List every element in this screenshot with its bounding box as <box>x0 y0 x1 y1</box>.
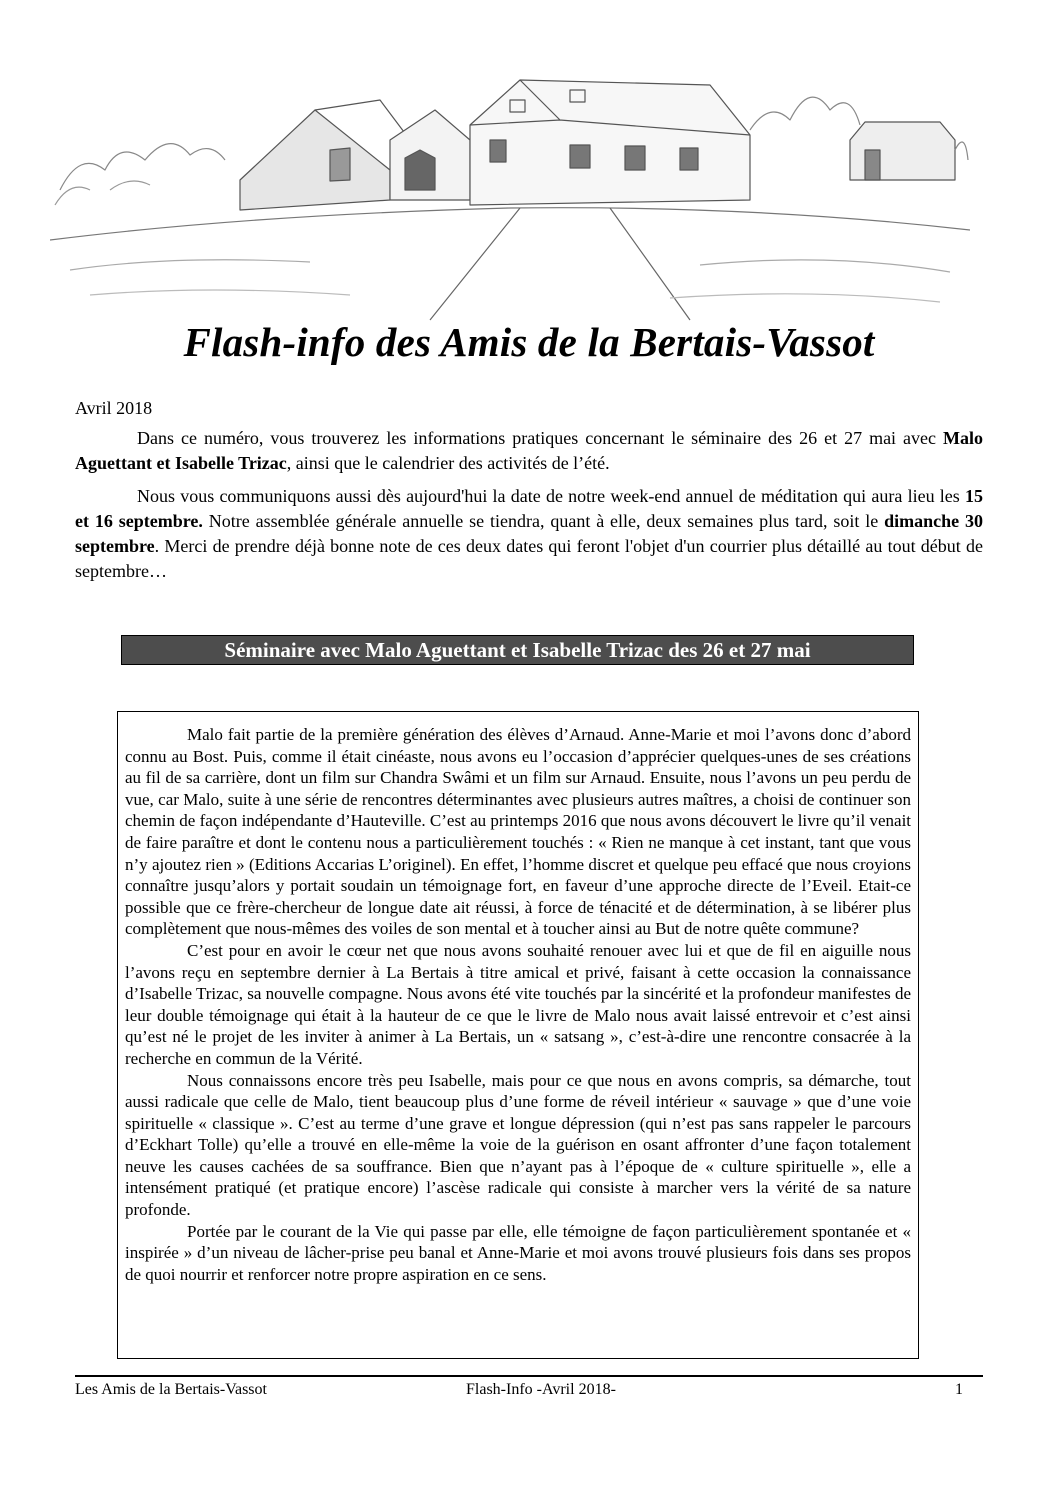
footer-issue: Flash-Info -Avril 2018- <box>466 1381 616 1398</box>
article-paragraph: Nous connaissons encore très peu Isabelle, mais pour ce que nous en avons compris, sa démarche, tout aussi radicale que celle de Malo, tient beaucoup plus d’une forme de réveil intérieur « sauvage » que d’une voie spirituelle « classique ». C’est au terme d’une grave et longue dépression (qui n’est pas sans rappeler le parcours d’Eckhart Tolle) qu’elle a trouvé en elle-même la voie de la guérison en osant affronter d’une façon totalement neuve les causes cachées de sa souffrance. Bien que n’ayant pas à l’époque de « culture spirituelle », elle a intensément pratiqué (et pratique encore) l’ascèse radicale qui consiste à marcher vers la vérité de sa nature profonde. <box>125 1070 911 1220</box>
footer-divider <box>75 1375 983 1377</box>
intro-p2-text-2: Notre assemblée générale annuelle se tiendra, quant à elle, deux semaines plus tard, soit le <box>202 511 885 531</box>
intro-p1-text: Dans ce numéro, vous trouverez les informations pratiques concernant le séminaire des 26 et 27 mai avec <box>137 428 943 448</box>
newsletter-title: Flash-info des Amis de la Bertais-Vassot <box>183 319 875 365</box>
intro-p2-text-1: Nous vous communiquons aussi dès aujourd'hui la date de notre week-end annuel de méditation qui aura lieu les <box>137 486 965 506</box>
intro-p1-names: Malo Aguettant et Isabelle Trizac <box>75 428 983 473</box>
intro-p2-date-1: 15 et 16 septembre. <box>75 486 983 531</box>
section-heading: Séminaire avec Malo Aguettant et Isabelle Trizac des 26 et 27 mai <box>121 635 914 665</box>
footer-association: Les Amis de la Bertais-Vassot <box>75 1381 267 1398</box>
intro-text <box>75 426 983 592</box>
article-paragraph: Portée par le courant de la Vie qui passe par elle, elle témoigne de façon particulièrement spontanée et « inspirée » d’un niveau de lâcher-prise peu banal et Anne-Marie et moi avons trouvé plusieurs fois dans ses propos de quoi nourrir et renforcer notre propre aspiration en ce sens. <box>125 1221 911 1284</box>
intro-p1-text-end: , ainsi que le calendrier des activités de l’été. <box>286 453 610 473</box>
intro-p2-text-3: . Merci de prendre déjà bonne note de ces deux dates qui feront l'objet d'un courrier plus détaillé au tout début de septembre… <box>75 536 983 581</box>
intro-p2-date-2: dimanche 30 septembre <box>75 511 983 556</box>
page-number: 1 <box>955 1381 963 1398</box>
intro-paragraph-1 <box>75 426 983 476</box>
intro-paragraph-2 <box>75 484 983 584</box>
farmhouse-illustration-icon <box>50 40 970 322</box>
article-paragraph: Malo fait partie de la première génération des élèves d’Arnaud. Anne-Marie et moi l’avons donc d’abord connu au Bost. Puis, comme il était cinéaste, nous avons eu l’occasion d’apprécier quelques-unes de ses créations au fil de sa carrière, dont un film sur Chandra Swâmi et un film sur Arnaud. Ensuite, nous l’avons un peu perdu de vue, car Malo, suite à une série de rencontres déterminantes avec plusieurs autres maîtres, a choisi de continuer son chemin de façon indépendante d’Hauteville. C’est au printemps 2016 que nous avons découvert le livre qu’il venait de faire paraître et dont le contenu nous a particulièrement touchés : « Rien ne manque à cet instant, tant que vous n’y ajoutez rien » (Editions Accarias L’originel). En effet, l’homme discret et quelque peu effacé que nous croyions connaître jusqu’alors y portait soudain un témoignage fort, en faveur d’une approche directe de l’Eveil. Etait-ce possible que ce frère-chercheur de longue date ait réussi, à force de ténacité et de détermination, à se libérer plus complètement que nous-mêmes des voiles de son mental et à toucher ainsi au But de notre quête commune? <box>125 725 912 939</box>
article-box <box>117 711 919 1359</box>
issue-date: Avril 2018 <box>75 398 153 418</box>
article-paragraph: C’est pour en avoir le cœur net que nous avons souhaité renouer avec lui et que de fil en aiguille nous l’avons reçu en septembre dernier à La Bertais à titre amical et privé, faisant à cette occasion la connaissance d’Isabelle Trizac, sa nouvelle compagne. Nous avons été vite touchés par la sincérité et la profondeur manifestes de leur double témoignage qui était à la hauteur de ce que le livre de Malo nous avait laissé entrevoir et c’est ainsi qu’est né le projet de les inviter à animer à La Bertais, un « satsang », c’est-à-dire une rencontre consacrée à la recherche en commun de la Vérité. <box>125 940 911 1068</box>
